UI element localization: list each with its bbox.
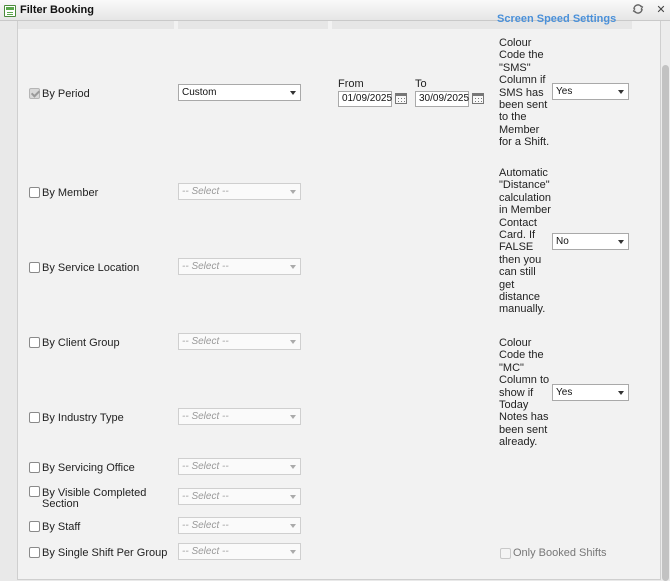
screen-speed-settings-title: Screen Speed Settings bbox=[497, 13, 617, 25]
distance-calc-select[interactable] bbox=[552, 233, 629, 250]
close-icon[interactable]: ✕ bbox=[656, 4, 666, 16]
distance-calc-description: Automatic "Distance" calculation in Member Contact Card. If FALSE then you can still get distance manually. bbox=[499, 167, 551, 316]
servicing-office-select-value: -- Select -- bbox=[182, 461, 229, 472]
member-label: By Member bbox=[42, 187, 99, 199]
column-header-2 bbox=[178, 21, 328, 29]
chevron-down-icon bbox=[290, 524, 296, 528]
servicing-office-checkbox[interactable] bbox=[29, 462, 40, 473]
member-select-value: -- Select -- bbox=[182, 186, 229, 197]
chevron-down-icon bbox=[290, 190, 296, 194]
scrollbar-thumb[interactable] bbox=[662, 65, 669, 581]
single-shift-label: By Single Shift Per Group bbox=[42, 547, 168, 559]
client-group-select[interactable] bbox=[178, 333, 301, 350]
client-group-label: By Client Group bbox=[42, 337, 120, 349]
chevron-down-icon bbox=[290, 91, 296, 95]
from-date-input[interactable]: 01/09/2025 bbox=[338, 91, 392, 107]
filter-row-period bbox=[29, 88, 90, 100]
single-shift-select-value: -- Select -- bbox=[182, 546, 229, 557]
calendar-icon[interactable] bbox=[395, 93, 407, 104]
staff-select[interactable] bbox=[178, 517, 301, 534]
single-shift-select[interactable] bbox=[178, 543, 301, 560]
industry-type-select-value: -- Select -- bbox=[182, 411, 229, 422]
calendar-icon[interactable] bbox=[472, 93, 484, 104]
filter-row-staff bbox=[29, 521, 80, 533]
from-label: From bbox=[338, 78, 364, 90]
period-select-value: Custom bbox=[182, 87, 217, 98]
filter-row-service-location bbox=[29, 262, 139, 274]
column-header-1 bbox=[18, 21, 174, 29]
period-select[interactable] bbox=[178, 84, 301, 101]
filter-row-visible-completed bbox=[29, 486, 162, 510]
member-checkbox[interactable] bbox=[29, 187, 40, 198]
filter-row-client-group bbox=[29, 337, 120, 349]
servicing-office-label: By Servicing Office bbox=[42, 462, 135, 474]
period-label: By Period bbox=[42, 88, 90, 100]
chevron-down-icon bbox=[290, 265, 296, 269]
chevron-down-icon bbox=[290, 495, 296, 499]
staff-select-value: -- Select -- bbox=[182, 520, 229, 531]
industry-type-select[interactable] bbox=[178, 408, 301, 425]
chevron-down-icon bbox=[290, 415, 296, 419]
industry-type-label: By Industry Type bbox=[42, 412, 124, 424]
only-booked-shifts-row bbox=[500, 547, 607, 559]
chevron-down-icon bbox=[290, 340, 296, 344]
to-date-input[interactable]: 30/09/2025 bbox=[415, 91, 469, 107]
visible-completed-select[interactable] bbox=[178, 488, 301, 505]
member-select[interactable] bbox=[178, 183, 301, 200]
filter-window-icon bbox=[4, 5, 16, 17]
sms-colour-description: Colour Code the "SMS" Column if SMS has been sent to the Member for a Shift. bbox=[499, 37, 550, 149]
service-location-select-value: -- Select -- bbox=[182, 261, 229, 272]
chevron-down-icon bbox=[618, 90, 624, 94]
filter-row-industry-type bbox=[29, 412, 124, 424]
service-location-label: By Service Location bbox=[42, 262, 140, 274]
vertical-scrollbar[interactable] bbox=[661, 21, 670, 581]
refresh-icon[interactable] bbox=[631, 3, 645, 17]
visible-completed-label: By Visible Completed Section bbox=[42, 487, 147, 510]
chevron-down-icon bbox=[618, 240, 624, 244]
to-label: To bbox=[415, 78, 427, 90]
sms-colour-select[interactable] bbox=[552, 83, 629, 100]
visible-completed-checkbox[interactable] bbox=[29, 486, 40, 497]
sms-colour-select-value: Yes bbox=[556, 86, 573, 97]
client-group-select-value: -- Select -- bbox=[182, 336, 229, 347]
service-location-checkbox[interactable] bbox=[29, 262, 40, 273]
distance-calc-select-value: No bbox=[556, 236, 569, 247]
service-location-select[interactable] bbox=[178, 258, 301, 275]
staff-label: By Staff bbox=[42, 521, 81, 533]
staff-checkbox[interactable] bbox=[29, 521, 40, 532]
period-checkbox[interactable] bbox=[29, 88, 40, 99]
filter-row-single-shift bbox=[29, 547, 167, 559]
chevron-down-icon bbox=[290, 550, 296, 554]
chevron-down-icon bbox=[618, 391, 624, 395]
filter-row-servicing-office bbox=[29, 462, 135, 474]
visible-completed-select-value: -- Select -- bbox=[182, 491, 229, 502]
single-shift-checkbox[interactable] bbox=[29, 547, 40, 558]
chevron-down-icon bbox=[290, 465, 296, 469]
mc-colour-select[interactable] bbox=[552, 384, 629, 401]
window-title: Filter Booking bbox=[20, 4, 94, 16]
only-booked-shifts-checkbox[interactable] bbox=[500, 548, 511, 559]
filter-row-member bbox=[29, 187, 98, 199]
mc-colour-description: Colour Code the "MC" Column to show if Today Notes has been sent already. bbox=[499, 337, 550, 449]
servicing-office-select[interactable] bbox=[178, 458, 301, 475]
industry-type-checkbox[interactable] bbox=[29, 412, 40, 423]
mc-colour-select-value: Yes bbox=[556, 387, 573, 398]
client-group-checkbox[interactable] bbox=[29, 337, 40, 348]
only-booked-shifts-label: Only Booked Shifts bbox=[513, 547, 607, 559]
